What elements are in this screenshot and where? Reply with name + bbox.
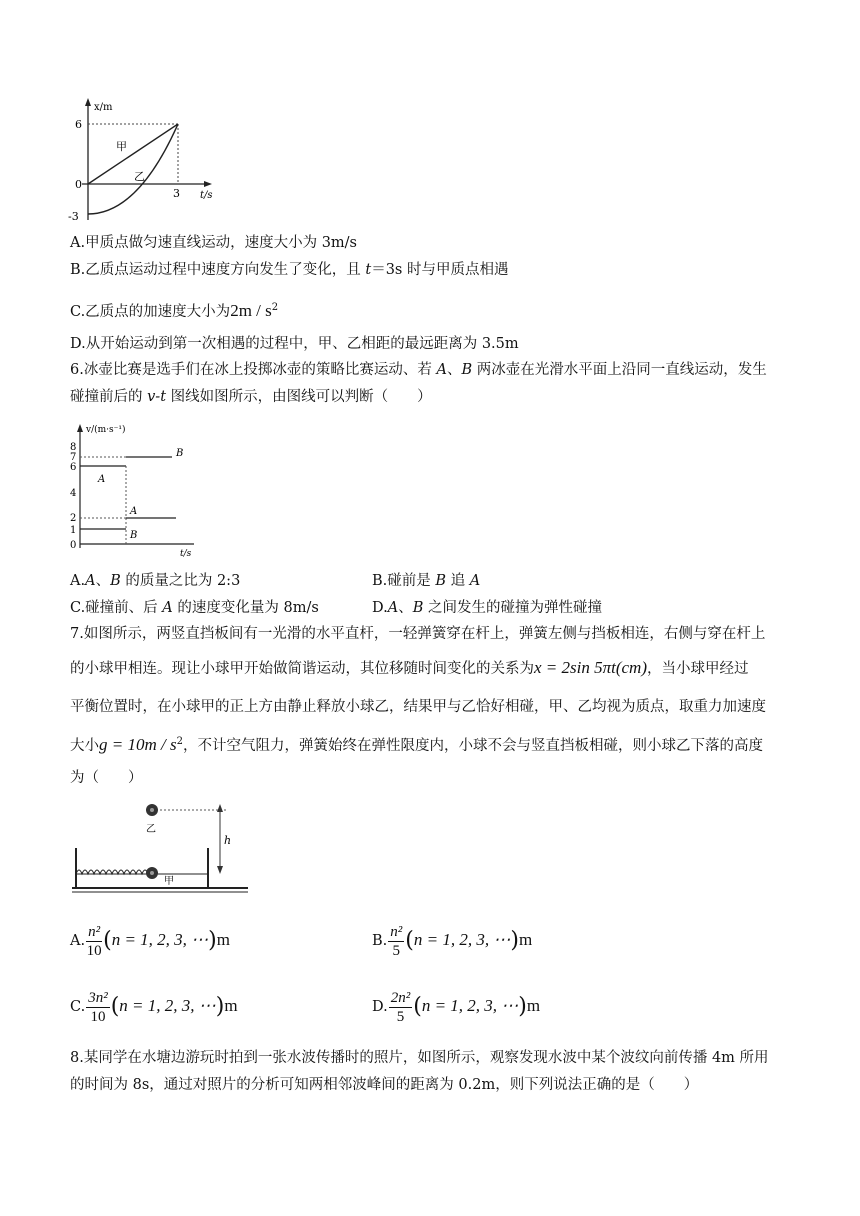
q8-stem-line-2: 的时间为 8s，通过对照片的分析可知两相邻波峰间的距离为 0.2m，则下列说法正确的是（ ） <box>70 1077 699 1093</box>
q6-stem-line-1: 6.冰壶比赛是选手们在冰上投掷冰壶的策略比赛运动、若 A、B 两冰壶在光滑水平面上沿同一直线运动，发生 <box>70 362 767 378</box>
q7-option-d: D. $\frac{\text{2n²}}{5}$ (n = 1, 2, 3, ⋯)m <box>372 989 541 1025</box>
q5-option-d: D.从开始运动到第一次相遇的过程中，甲、乙相距的最远距离为 3.5m <box>70 336 519 352</box>
q7-stem-line-2: 的小球甲相连。现让小球甲开始做简谐运动，其位移随时间变化的关系为x = 2sin 5πt(cm)，当小球甲经过 <box>70 658 749 677</box>
q5-label-yi: 乙 <box>134 170 145 183</box>
q6-option-b: B.碰前是 B 追 A <box>372 573 481 589</box>
q6-tick-7: 7 <box>70 452 77 463</box>
q7-stem-line-1: 7.如图所示，两竖直挡板间有一光滑的水平直杆，一轻弹簧穿在杆上，弹簧左侧与挡板相连，右侧与穿在杆上 <box>70 626 766 642</box>
q5-graph-x-label: t/s <box>200 190 213 201</box>
q6-label-a-after: A <box>130 506 138 517</box>
q5-tick-3: 3 <box>173 187 180 200</box>
q6-option-a: A.A、B 的质量之比为 2:3 <box>70 573 241 589</box>
q5-option-c: C.乙质点的加速度大小为$2m / s^2$ <box>70 300 279 320</box>
q6-graph-x-label: t/s <box>180 549 192 559</box>
q5-graph-y-label: x/m <box>94 102 113 113</box>
q6-tick-0: 0 <box>70 540 77 551</box>
q5-option-a: A.甲质点做匀速直线运动，速度大小为 3m/s <box>70 235 357 251</box>
q5-position-time-graph <box>60 96 220 226</box>
q7-option-b: B. $\frac{\text{n²}}{5}$ (n = 1, 2, 3, ⋯)m <box>372 923 533 959</box>
q7-option-c: C. $\frac{\text{3n²}}{10}$ (n = 1, 2, 3, ⋯)m <box>70 989 238 1025</box>
q6-label-a-before: A <box>98 474 106 485</box>
q7-stem-line-3: 平衡位置时，在小球甲的正上方由静止释放小球乙，结果甲与乙恰好相碰，甲、乙均视为质点，取重力加速度 <box>70 699 766 715</box>
q7-spring-ball-figure <box>68 800 253 902</box>
q7-label-yi: 乙 <box>146 824 156 835</box>
q6-graph-y-label: v/(m·s⁻¹) <box>86 425 126 435</box>
q6-label-b-after: B <box>176 448 184 459</box>
q7-option-a: A. $\frac{\text{n²}}{10}$ (n = 1, 2, 3, ⋯)m <box>70 923 230 959</box>
q7-label-jia: 甲 <box>164 876 174 887</box>
q5-label-jia: 甲 <box>116 140 127 153</box>
q6-tick-6: 6 <box>70 462 77 473</box>
q7-stem-line-5: 为（ ） <box>70 770 143 786</box>
q5-tick-0: 0 <box>75 178 82 191</box>
q6-tick-8: 8 <box>70 442 77 453</box>
q6-tick-1: 1 <box>70 525 77 536</box>
q6-velocity-time-graph <box>64 420 214 560</box>
q5-tick-6: 6 <box>75 118 82 131</box>
q5-option-b: B.乙质点运动过程中速度方向发生了变化，且 t＝3s 时与甲质点相遇 <box>70 262 509 278</box>
q6-stem-line-2: 碰撞前后的 v-t 图线如图所示，由图线可以判断（ ） <box>70 389 432 405</box>
q5-tick-neg3: -3 <box>68 210 79 223</box>
q6-option-d: D.A、B 之间发生的碰撞为弹性碰撞 <box>372 600 602 616</box>
q8-stem-line-1: 8.某同学在水塘边游玩时拍到一张水波传播时的照片，如图所示，观察发现水波中某个波纹向前传播 4m 所用 <box>70 1050 769 1066</box>
q6-option-c: C.碰撞前、后 A 的速度变化量为 8m/s <box>70 600 319 616</box>
q6-tick-2: 2 <box>70 513 77 524</box>
q7-stem-line-4: 大小$g = 10m / s^2$，不计空气阻力，弹簧始终在弹性限度内，小球不会与竖直挡板相碰，则小球乙下落的高度 <box>70 734 763 754</box>
q6-label-b-before: B <box>130 530 138 541</box>
q6-tick-4: 4 <box>70 488 77 499</box>
q7-label-h: h <box>224 834 232 847</box>
